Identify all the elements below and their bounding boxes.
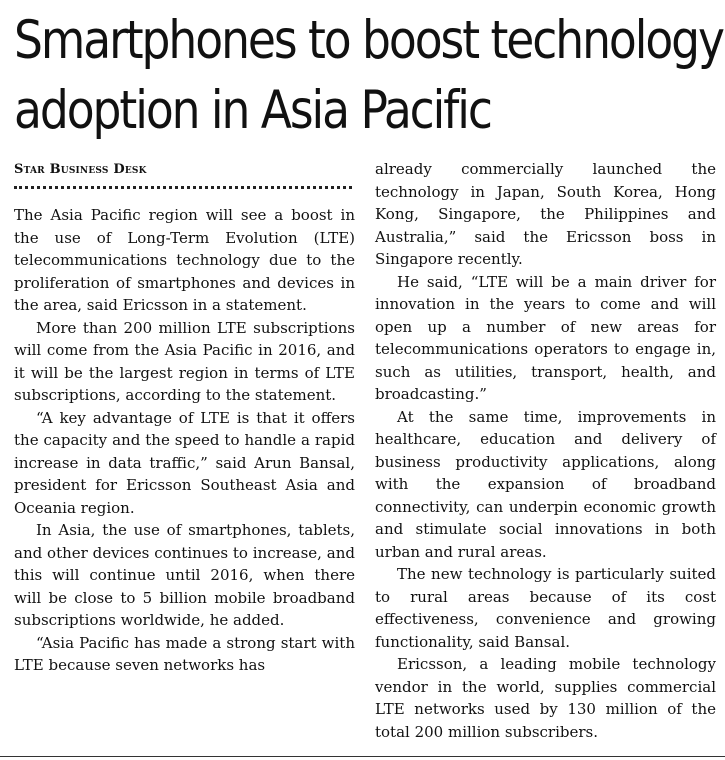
paragraph: Ericsson, a leading mobile technology vendor in the world, supplies commercial LTE networks used by 130 million of the total 200 million subscribers. (375, 655, 716, 741)
paragraph: already commercially launched the technology in Japan, South Korea, Hong Kong, Singapore, the Philippines and Australia,” said the Ericsson boss in Singapore recently. (375, 160, 716, 268)
paragraph: More than 200 million LTE subscriptions will come from the Asia Pacific in 2016, and it will be the largest region in terms of LTE subscriptions, according to the statement. (14, 318, 355, 404)
paragraph: The Asia Pacific region will see a boost in the use of Long-Term Evolution (LTE) telecommunications technology due to the proliferation of smartphones and devices in the area, said Ericsson in a statement. (14, 206, 355, 314)
paragraph: In Asia, the use of smartphones, tablets, and other devices continues to increase, and this will continue until 2016, when there will be close to 5 billion mobile broadband subscriptions worldwide, he added. (14, 521, 355, 629)
paragraph: At the same time, improvements in healthcare, education and delivery of business productivity applications, along with the expansion of broadband connectivity, can underpin economic growth and stimulate social innovations in both urban and rural areas. (375, 407, 716, 561)
paragraph: The new technology is particularly suited to rural areas because of its cost effectiveness, convenience and growing functionality, said Bansal. (375, 565, 716, 651)
paragraph: He said, “LTE will be a main driver for innovation in the years to come and will open up a number of new areas for telecommunications operators to engage in, such as utilities, transport, health, and broadcasting.” (375, 272, 716, 403)
right-column (375, 158, 716, 743)
left-column (14, 204, 355, 677)
article-headline (14, 6, 723, 146)
bottom-rule (0, 756, 725, 757)
paragraph: “Asia Pacific has made a strong start with LTE because seven networks has (14, 633, 355, 674)
byline: Star Business Desk (14, 162, 147, 177)
byline-dotted-rule (14, 186, 352, 189)
headline-line-2: adoption in Asia Pacific (14, 80, 491, 141)
paragraph: “A key advantage of LTE is that it offers the capacity and the speed to handle a rapid increase in data traffic,” said Arun Bansal, president for Ericsson Southeast Asia and Oceania region. (14, 408, 355, 517)
headline-line-1: Smartphones to boost technology (14, 10, 723, 71)
